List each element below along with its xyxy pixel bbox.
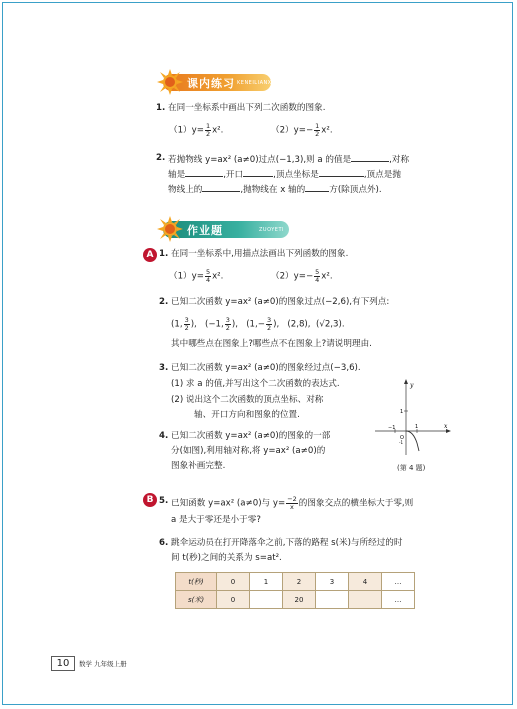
table-cell: 4 bbox=[349, 573, 382, 591]
textbook-page bbox=[2, 2, 513, 705]
section-title: 课内练习 bbox=[187, 77, 235, 90]
hw-q6-number: 6. bbox=[159, 538, 169, 548]
table-cell bbox=[349, 591, 382, 609]
table-cell: 3 bbox=[316, 573, 349, 591]
sun-icon bbox=[157, 216, 183, 242]
q1-text: 在同一坐标系中画出下列二次函数的图象. bbox=[168, 103, 326, 113]
page-number: 10 bbox=[51, 656, 75, 671]
hw-q2-line3: 其中哪些点在图象上?哪些点不在图象上?请说明理由. bbox=[171, 339, 372, 349]
table-row-header: t(秒) bbox=[176, 573, 217, 591]
hw-q2-points: (1, $\frac{3}{2}$ ), (−1, $\frac{3}{2}$ ), (1,− $\frac{3}{2}$ ), (2,8), (√2,3). bbox=[171, 316, 345, 332]
fig-x-label: x bbox=[444, 423, 448, 430]
figure-caption: (第 4 题) bbox=[397, 464, 426, 472]
fig-y-label: y bbox=[410, 382, 414, 389]
time-distance-table bbox=[175, 572, 415, 609]
section-header-homework bbox=[163, 221, 289, 238]
hw-q2-number: 2. bbox=[159, 297, 169, 307]
fig-origin-label: O bbox=[400, 435, 404, 441]
hw-q5-line2: a 是大于零还是小于零? bbox=[171, 515, 261, 525]
section-subtitle: ZUOYETI bbox=[259, 227, 284, 233]
hw-q3-line1: 已知二次函数 y=ax² (a≠0)的图象经过点(−3,6). bbox=[171, 363, 361, 373]
fig-tick-xneg1: −1 bbox=[388, 425, 396, 431]
hw-q4-line1: 已知二次函数 y=ax² (a≠0)的图象的一部 bbox=[171, 431, 331, 441]
hw-q1-text: 在同一坐标系中,用描点法画出下列函数的图象. bbox=[171, 249, 349, 259]
hw-q5-line1: 已知函数 y=ax² (a≠0)与 y= $\frac{-2}{x}$ 的图象交点的横坐标大于零,则 bbox=[171, 495, 414, 511]
hw-q5-number: 5. bbox=[159, 496, 169, 506]
table-cell bbox=[250, 591, 283, 609]
table-cell: 20 bbox=[283, 591, 316, 609]
hw-q1-part1: （1）y= $\frac{5}{4}$ x². bbox=[169, 268, 224, 284]
table-cell: 2 bbox=[283, 573, 316, 591]
section-title: 作业题 bbox=[187, 224, 223, 237]
hw-q6-line1: 跳伞运动员在打开降落伞之前,下落的路程 s(米)与所经过的时 bbox=[171, 538, 403, 548]
sun-icon bbox=[157, 69, 183, 95]
fig-tick-y1: 1 bbox=[400, 409, 404, 415]
table-row bbox=[176, 591, 415, 609]
q2-line3: 物线上的 ,抛物线在 x 轴的 方(除顶点外). bbox=[168, 185, 382, 195]
table-cell: 0 bbox=[217, 591, 250, 609]
table-row bbox=[176, 573, 415, 591]
q1-part2: （2）y=− $\frac{1}{2}$ x². bbox=[271, 122, 333, 138]
hw-q1-part2: （2）y=− $\frac{5}{4}$ x². bbox=[271, 268, 333, 284]
section-subtitle: KENEILIANXI bbox=[237, 80, 274, 86]
q1-number: 1. bbox=[156, 103, 166, 113]
table-cell: … bbox=[382, 591, 415, 609]
fig-tick-x1: 1 bbox=[415, 424, 419, 430]
level-b-badge: B bbox=[143, 493, 157, 507]
hw-q4-line3: 图象补画完整. bbox=[171, 461, 226, 471]
table-cell: 0 bbox=[217, 573, 250, 591]
hw-q4-line2: 分(如图),利用轴对称,将 y=ax² (a≠0)的 bbox=[171, 446, 326, 456]
table-cell: … bbox=[382, 573, 415, 591]
level-a-badge: A bbox=[143, 248, 157, 262]
parabola-figure bbox=[375, 377, 455, 457]
table-row-header: s(米) bbox=[176, 591, 217, 609]
table-cell bbox=[316, 591, 349, 609]
hw-q3-line3: (2) 说出这个二次函数的顶点坐标、对称 bbox=[171, 395, 324, 405]
book-title: 数学 九年级上册 bbox=[79, 660, 127, 668]
section-header-in-class bbox=[163, 74, 274, 91]
fig-tick-yneg: -1 bbox=[399, 440, 403, 445]
q2-line1: 若抛物线 y=ax² (a≠0)过点(−1,3),则 a 的值是 ,对称 bbox=[168, 155, 410, 165]
hw-q3-number: 3. bbox=[159, 363, 169, 373]
hw-q3-line2: (1) 求 a 的值,并写出这个二次函数的表达式. bbox=[171, 379, 340, 389]
hw-q1-number: 1. bbox=[159, 249, 169, 259]
hw-q3-line4: 轴、开口方向和图象的位置. bbox=[194, 410, 300, 420]
q1-part1: （1）y= $\frac{1}{2}$ x². bbox=[169, 122, 224, 138]
q2-number: 2. bbox=[156, 153, 166, 163]
table-cell: 1 bbox=[250, 573, 283, 591]
hw-q2-line1: 已知二次函数 y=ax² (a≠0)的图象过点(−2,6),有下列点: bbox=[171, 297, 390, 307]
q2-line2: 轴是 ,开口 ,顶点坐标是 ,顶点是抛 bbox=[168, 170, 401, 180]
hw-q6-line2: 间 t(秒)之间的关系为 s=at². bbox=[171, 553, 282, 563]
hw-q4-number: 4. bbox=[159, 431, 169, 441]
